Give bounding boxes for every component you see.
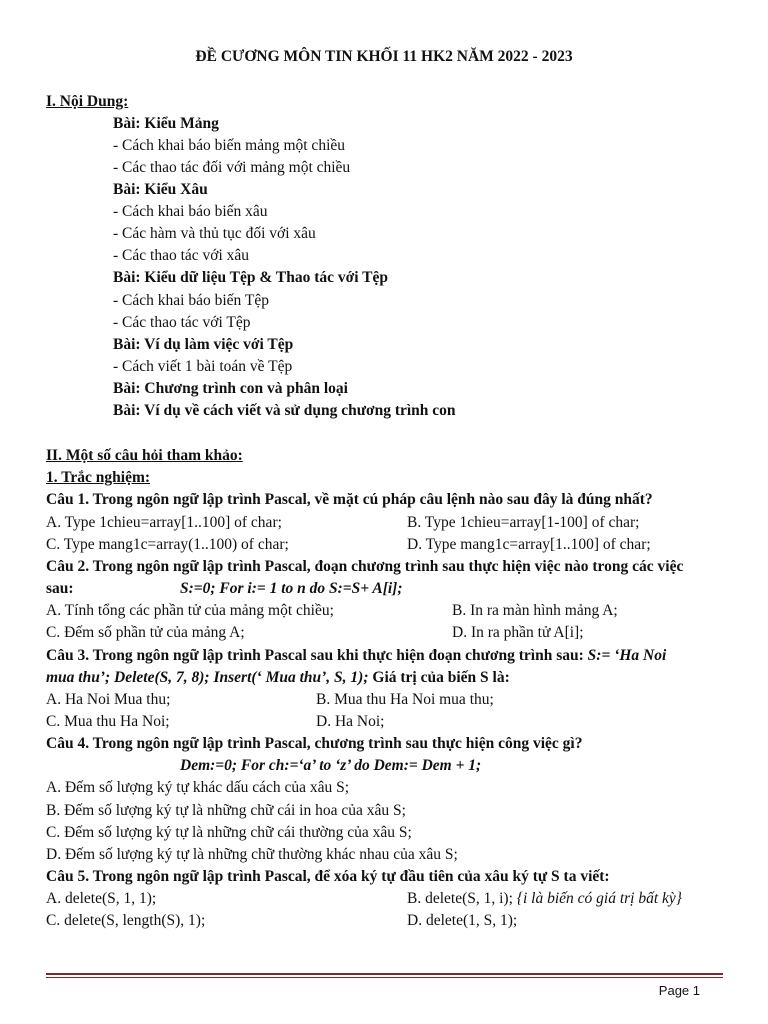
lesson-title: Bài: Kiểu Xâu <box>113 181 208 198</box>
q5-option-d: D. delete(1, S, 1); <box>407 912 518 929</box>
q4-option-b: B. Đếm số lượng ký tự là những chữ cái in hoa của xâu S; <box>46 802 406 819</box>
q5-option-b-note: {i là biến có giá trị bất kỳ} <box>516 890 682 907</box>
q5-option-a: A. delete(S, 1, 1); <box>46 890 157 907</box>
lesson-title: Bài: Ví dụ về cách viết và sử dụng chương trình con <box>113 402 456 419</box>
lesson-title: Bài: Chương trình con và phân loại <box>113 380 348 397</box>
lesson-item: - Cách khai báo biến Tệp <box>113 292 269 309</box>
question-3-cont <box>46 668 510 688</box>
q2-code: S:=0; For i:= 1 to n do S:=S+ A[i]; <box>180 580 403 597</box>
q5-option-c: C. delete(S, length(S), 1); <box>46 912 206 929</box>
q3-option-d: D. Ha Noi; <box>316 713 385 730</box>
q1-option-b: B. Type 1chieu=array[1-100] of char; <box>407 514 640 531</box>
q3-option-a: A. Ha Noi Mua thu; <box>46 691 171 708</box>
lesson-item: - Các thao tác đối với mảng một chiều <box>113 159 351 176</box>
section2-subheading: 1. Trắc nghiệm: <box>46 469 151 486</box>
lesson-item: - Cách viết 1 bài toán về Tệp <box>113 358 293 375</box>
q2-option-c: C. Đếm số phần tử của mảng A; <box>46 624 245 641</box>
lesson-item: - Cách khai báo biến xâu <box>113 203 268 220</box>
q1-option-a: A. Type 1chieu=array[1..100] of char; <box>46 514 282 531</box>
q4-option-d: D. Đếm số lượng ký tự là những chữ thường khác nhau của xâu S; <box>46 846 458 863</box>
question-5: Câu 5. Trong ngôn ngữ lập trình Pascal, để xóa ký tự đầu tiên của xâu ký tự S ta viết: <box>46 868 610 885</box>
lesson-item: - Các thao tác với Tệp <box>113 314 251 331</box>
question-2-cont: sau: <box>46 580 74 597</box>
lesson-title: Bài: Kiểu dữ liệu Tệp & Thao tác với Tệp <box>113 269 388 286</box>
lesson-item: - Cách khai báo biến mảng một chiều <box>113 137 346 154</box>
lesson-title: Bài: Kiểu Mảng <box>113 115 219 132</box>
lesson-title: Bài: Ví dụ làm việc với Tệp <box>113 336 294 353</box>
q3-code-part1: S:= ‘Ha Noi <box>587 647 667 664</box>
question-3 <box>46 646 666 666</box>
q5-option-b-text: B. delete(S, 1, i); <box>407 890 513 907</box>
question-4: Câu 4. Trong ngôn ngữ lập trình Pascal, chương trình sau thực hiện công việc gì? <box>46 735 583 752</box>
footer-divider <box>46 973 723 975</box>
section1-heading: I. Nội Dung: <box>46 93 129 110</box>
footer-divider-thin <box>46 977 723 978</box>
lesson-item: - Các hàm và thủ tục đối với xâu <box>113 225 316 242</box>
q1-option-d: D. Type mang1c=array[1..100] of char; <box>407 536 651 553</box>
lesson-item: - Các thao tác với xâu <box>113 247 250 264</box>
section2-heading: II. Một số câu hỏi tham khảo: <box>46 447 243 464</box>
page-number: Page 1 <box>658 983 700 998</box>
q4-code: Dem:=0; For ch:=‘a’ to ‘z’ do Dem:= Dem + 1; <box>180 757 482 774</box>
q2-option-a: A. Tính tổng các phần tử của mảng một chiều; <box>46 602 334 619</box>
question-1: Câu 1. Trong ngôn ngữ lập trình Pascal, về mặt cú pháp câu lệnh nào sau đây là đúng nhất? <box>46 491 653 508</box>
q4-option-c: C. Đếm số lượng ký tự là những chữ cái thường của xâu S; <box>46 824 412 841</box>
question-3-text: Câu 3. Trong ngôn ngữ lập trình Pascal sau khi thực hiện đoạn chương trình sau: <box>46 647 584 664</box>
q2-option-d: D. In ra phần tử A[i]; <box>452 624 584 641</box>
q3-option-b: B. Mua thu Ha Noi mua thu; <box>316 691 494 708</box>
q3-code-part2: mua thu’; Delete(S, 7, 8); Insert(‘ Mua thu’, S, 1); <box>46 669 369 686</box>
question-2: Câu 2. Trong ngôn ngữ lập trình Pascal, đoạn chương trình sau thực hiện việc nào trong các việc <box>46 558 684 575</box>
question-3-text2: Giá trị của biến S là: <box>372 669 510 686</box>
q2-option-b: B. In ra màn hình mảng A; <box>452 602 618 619</box>
q1-option-c: C. Type mang1c=array(1..100) of char; <box>46 536 289 553</box>
document-title: ĐỀ CƯƠNG MÔN TIN KHỐI 11 HK2 NĂM 2022 - 2023 <box>195 48 573 65</box>
q4-option-a: A. Đếm số lượng ký tự khác dấu cách của xâu S; <box>46 779 350 796</box>
q3-option-c: C. Mua thu Ha Noi; <box>46 713 170 730</box>
q5-option-b <box>407 889 682 909</box>
